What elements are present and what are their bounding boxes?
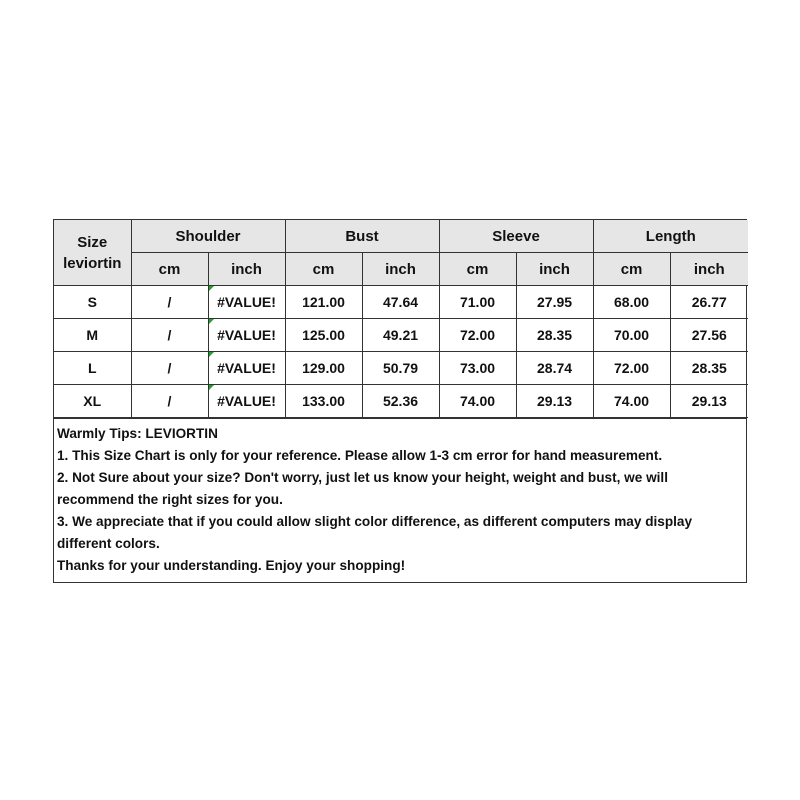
table-cell: 129.00: [285, 352, 362, 385]
table-cell: 27.95: [516, 286, 593, 319]
unit-header: cm: [593, 253, 670, 286]
table-cell: 74.00: [593, 385, 670, 418]
table-cell: 71.00: [439, 286, 516, 319]
table-cell: 47.64: [362, 286, 439, 319]
unit-header: inch: [208, 253, 285, 286]
unit-header: inch: [516, 253, 593, 286]
table-cell: 68.00: [593, 286, 670, 319]
tips-closing: Thanks for your understanding. Enjoy your shopping!: [57, 558, 406, 573]
table-cell: /: [131, 385, 208, 418]
table-row: [54, 385, 748, 418]
size-header-cell: [54, 220, 131, 286]
unit-header: inch: [670, 253, 748, 286]
tips-section: [54, 418, 746, 582]
size-label: M: [54, 319, 131, 352]
table-cell: 50.79: [362, 352, 439, 385]
table-row: [54, 286, 748, 319]
table-cell: 26.77: [670, 286, 748, 319]
group-header-length: Length: [593, 220, 748, 253]
size-label: XL: [54, 385, 131, 418]
size-header-brand: leviortin: [63, 254, 122, 272]
table-cell: 121.00: [285, 286, 362, 319]
table-cell: /: [131, 319, 208, 352]
table-cell: 74.00: [439, 385, 516, 418]
table-cell: 52.36: [362, 385, 439, 418]
group-header-bust: Bust: [285, 220, 439, 253]
size-label: L: [54, 352, 131, 385]
table-cell: 70.00: [593, 319, 670, 352]
table-cell: 29.13: [670, 385, 748, 418]
unit-header: cm: [439, 253, 516, 286]
header-unit-row: [54, 253, 748, 286]
tip-item: 1. This Size Chart is only for your reference. Please allow 1-3 cm error for hand measurement.: [57, 448, 663, 463]
table-cell: #VALUE!: [208, 319, 285, 352]
size-table: [54, 220, 748, 418]
unit-header: inch: [362, 253, 439, 286]
tips-heading: Warmly Tips: LEVIORTIN: [57, 426, 218, 441]
size-label: S: [54, 286, 131, 319]
unit-header: cm: [285, 253, 362, 286]
table-cell: 72.00: [439, 319, 516, 352]
size-header-label: Size: [77, 233, 108, 251]
table-cell: 133.00: [285, 385, 362, 418]
table-cell: 73.00: [439, 352, 516, 385]
table-cell: 27.56: [670, 319, 748, 352]
table-cell: /: [131, 352, 208, 385]
header-group-row: [54, 220, 748, 253]
table-cell: 49.21: [362, 319, 439, 352]
table-cell: #VALUE!: [208, 352, 285, 385]
tip-item: 2. Not Sure about your size? Don't worry, just let us know your height, weight and bust, we will recommend the right sizes for you.: [57, 470, 668, 507]
group-header-shoulder: Shoulder: [131, 220, 285, 253]
table-cell: #VALUE!: [208, 286, 285, 319]
table-cell: 28.35: [516, 319, 593, 352]
size-chart: [53, 219, 747, 583]
table-row: [54, 319, 748, 352]
table-cell: 28.35: [670, 352, 748, 385]
table-cell: 28.74: [516, 352, 593, 385]
table-cell: 29.13: [516, 385, 593, 418]
table-row: [54, 352, 748, 385]
unit-header: cm: [131, 253, 208, 286]
table-cell: 125.00: [285, 319, 362, 352]
tip-item: 3. We appreciate that if you could allow slight color difference, as different computers may display different colors.: [57, 514, 693, 551]
table-cell: 72.00: [593, 352, 670, 385]
table-cell: #VALUE!: [208, 385, 285, 418]
table-cell: /: [131, 286, 208, 319]
group-header-sleeve: Sleeve: [439, 220, 593, 253]
